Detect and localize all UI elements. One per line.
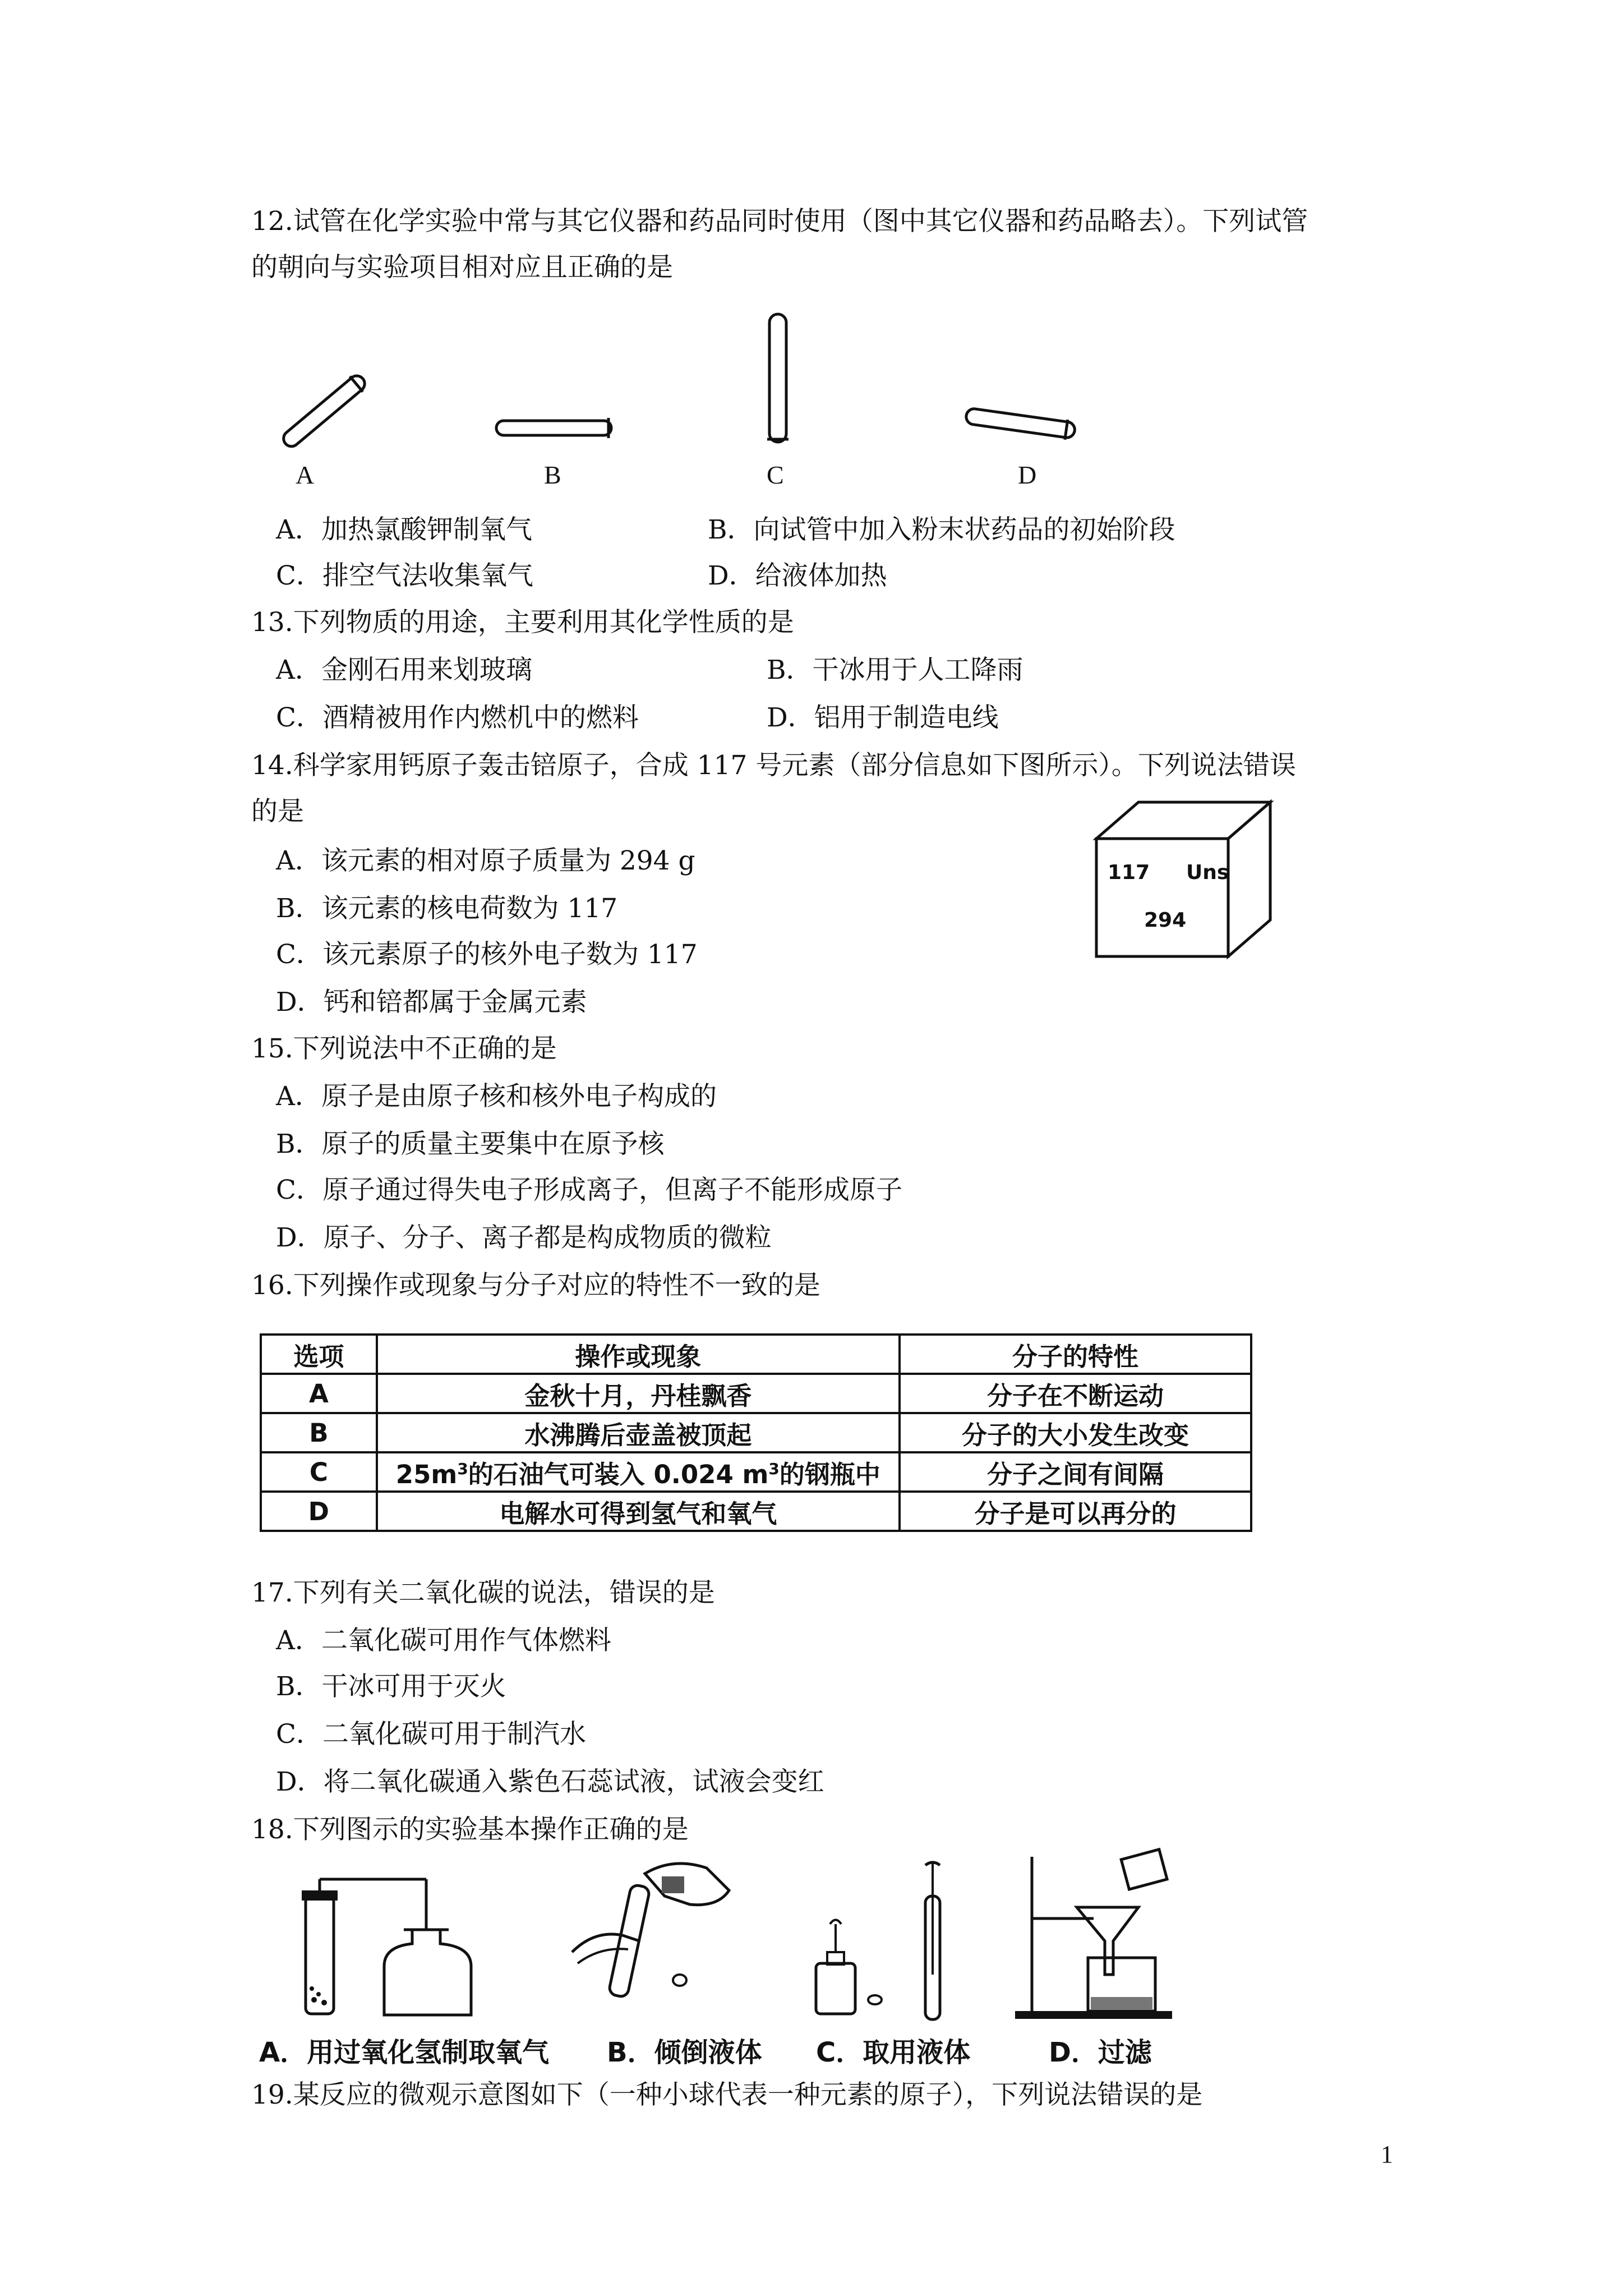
q17-option-a: A．二氧化碳可用作气体燃料 <box>276 1625 611 1656</box>
q17-stem: 17.下列有关二氧化碳的说法，错误的是 <box>251 1577 715 1608</box>
q12-stem-line1: 12.试管在化学实验中常与其它仪器和药品同时使用（图中其它仪器和药品略去）。下列试管 <box>251 206 1308 237</box>
q15-option-d: D．原子、分子、离子都是构成物质的微粒 <box>276 1222 772 1253</box>
q13-option-d: D．铝用于制造电线 <box>767 702 999 733</box>
table-cell: 电解水可得到氢气和氧气 <box>377 1492 900 1531</box>
cell-text: 25m <box>395 1459 458 1489</box>
q14-stem-line2: 的是 <box>251 796 304 827</box>
q14-option-b: B．该元素的核电荷数为 117 <box>276 893 618 924</box>
q14-stem-line1: 14.科学家用钙原子轰击锫原子，合成 117 号元素（部分信息如下图所示）。下列说法错误 <box>251 750 1296 781</box>
q12-option-b: B．向试管中加入粉末状药品的初始阶段 <box>708 514 1175 545</box>
molecule-properties-table <box>260 1333 1252 1532</box>
q15-option-a: A．原子是由原子核和核外电子构成的 <box>276 1081 717 1112</box>
q15-option-b: B．原子的质量主要集中在原予核 <box>276 1129 665 1159</box>
fig-label-a: A <box>296 461 315 489</box>
table-cell: 分子的大小发生改变 <box>900 1413 1251 1452</box>
cell-text: 的钢瓶中 <box>779 1459 880 1489</box>
superscript: 3 <box>768 1459 780 1478</box>
table-header-row <box>261 1335 1251 1374</box>
fig-label-c: C <box>767 461 784 489</box>
table-row <box>261 1413 1251 1452</box>
q12-option-c: C．排空气法收集氧气 <box>276 560 533 591</box>
fig-label-d: D <box>1018 461 1037 489</box>
q18-caption-b: B．倾倒液体 <box>607 2037 762 2068</box>
q18-stem: 18.下列图示的实验基本操作正确的是 <box>251 1814 689 1845</box>
q14-option-c: C．该元素原子的核外电子数为 117 <box>276 939 698 970</box>
table-cell: 分子之间有间隔 <box>900 1452 1251 1492</box>
q19-stem: 19.某反应的微观示意图如下（一种小球代表一种元素的原子），下列说法错误的是 <box>251 2079 1203 2110</box>
q12-stem-line2: 的朝向与实验项目相对应且正确的是 <box>251 252 673 283</box>
q13-option-c: C．酒精被用作内燃机中的燃料 <box>276 702 639 733</box>
table-header: 选项 <box>261 1335 377 1374</box>
element-atomic-number: 117 <box>1108 861 1150 884</box>
superscript: 3 <box>457 1459 468 1478</box>
table-header: 分子的特性 <box>900 1335 1251 1374</box>
q13-option-a: A．金刚石用来划玻璃 <box>276 655 532 685</box>
test-tube-d-illustration <box>965 401 1082 440</box>
element-mass: 294 <box>1144 909 1187 932</box>
element-symbol: Uns <box>1186 861 1229 884</box>
q18-caption-d: D．过滤 <box>1049 2037 1152 2068</box>
table-cell: 分子在不断运动 <box>900 1374 1251 1413</box>
q15-stem: 15.下列说法中不正确的是 <box>251 1033 557 1064</box>
q17-option-c: C．二氧化碳可用于制汽水 <box>276 1719 586 1750</box>
table-cell: 金秋十月，丹桂飘香 <box>377 1374 900 1413</box>
q16-stem: 16.下列操作或现象与分子对应的特性不一致的是 <box>251 1270 820 1301</box>
table-row <box>261 1374 1251 1413</box>
table-cell: B <box>261 1413 377 1452</box>
q14-option-a: A．该元素的相对原子质量为 294 g <box>276 845 695 876</box>
table-cell: A <box>261 1374 377 1413</box>
test-tube-c-illustration <box>765 311 793 446</box>
cell-text: 的石油气可装入 0.024 m <box>468 1459 769 1489</box>
q14-option-d: D．钙和锫都属于金属元素 <box>276 987 587 1018</box>
test-tube-a-illustration <box>269 359 370 449</box>
q12-option-a: A．加热氯酸钾制氧气 <box>276 514 532 545</box>
q18-caption-a: A．用过氧化氢制取氧气 <box>259 2037 550 2068</box>
table-cell: 水沸腾后壶盖被顶起 <box>377 1413 900 1452</box>
q13-stem: 13.下列物质的用途，主要利用其化学性质的是 <box>251 607 794 638</box>
fig-label-b: B <box>544 461 561 489</box>
page-number: 1 <box>1381 2141 1393 2168</box>
q17-option-d: D．将二氧化碳通入紫色石蕊试液，试液会变红 <box>276 1766 824 1797</box>
table-cell <box>377 1452 900 1492</box>
oxygen-apparatus-illustration <box>292 1868 527 2019</box>
q15-option-c: C．原子通过得失电子形成离子，但离子不能形成原子 <box>276 1175 902 1205</box>
q18-caption-c: C．取用液体 <box>816 2037 971 2068</box>
dropper-illustration <box>808 1862 976 2025</box>
q12-option-d: D．给液体加热 <box>708 560 887 591</box>
q13-option-b: B．干冰用于人工降雨 <box>767 655 1023 685</box>
table-cell: 分子是可以再分的 <box>900 1492 1251 1531</box>
table-row <box>261 1452 1251 1492</box>
table-cell: C <box>261 1452 377 1492</box>
pouring-liquid-illustration <box>561 1851 746 2019</box>
table-row <box>261 1492 1251 1531</box>
filtration-illustration <box>1009 1846 1195 2025</box>
table-cell: D <box>261 1492 377 1531</box>
test-tube-b-illustration <box>494 418 617 440</box>
table-header: 操作或现象 <box>377 1335 900 1374</box>
q17-option-b: B．干冰可用于灭火 <box>276 1671 506 1702</box>
